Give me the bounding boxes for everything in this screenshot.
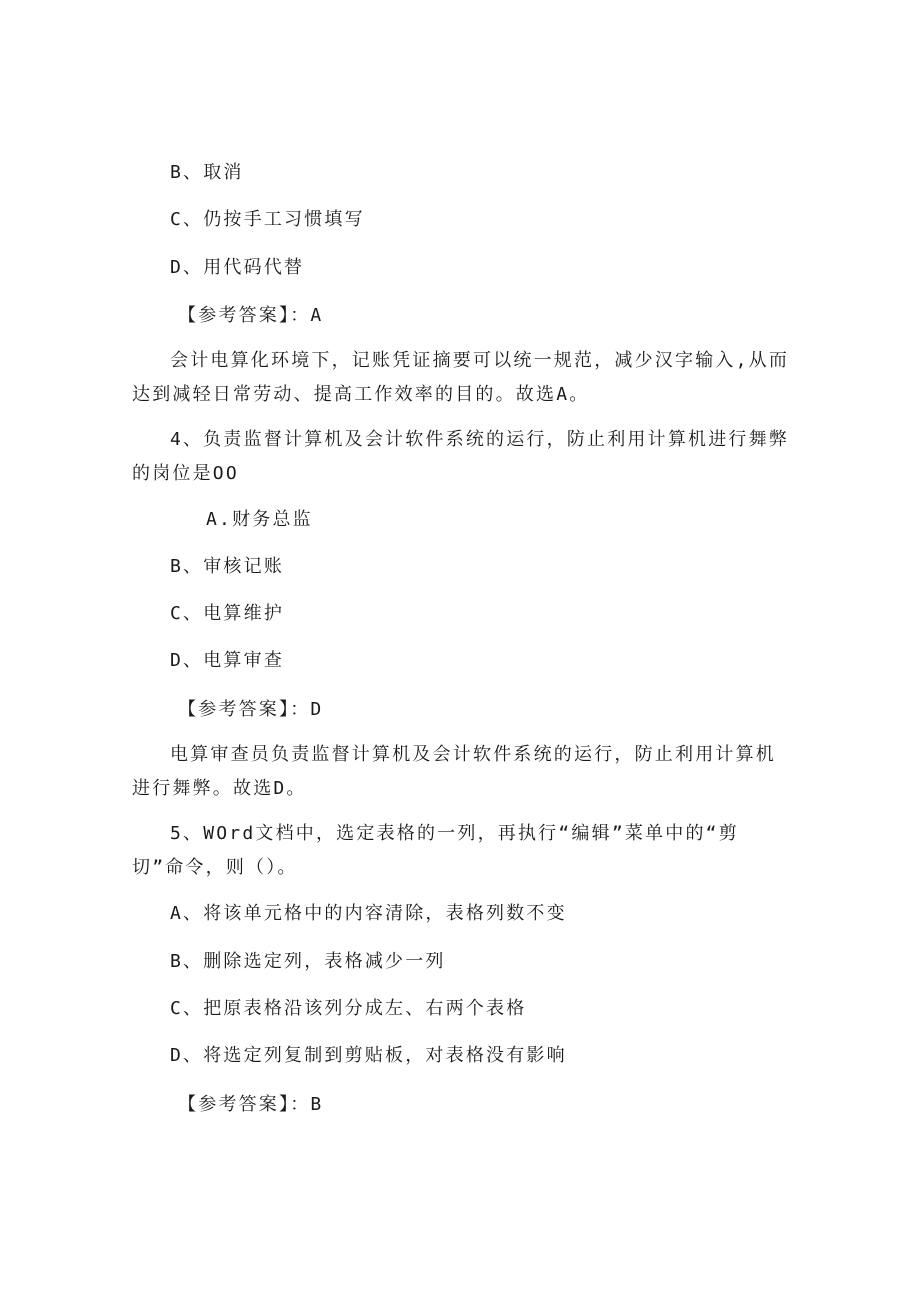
q4-option-b: B、审核记账	[170, 556, 285, 577]
q4-question: 4、负责监督计算机及会计软件系统的运行，防止利用计算机进行舞弊的岗位是OO	[132, 429, 790, 484]
q4-option-a: A.财务总监	[206, 509, 313, 530]
q5-question: 5、WOrd文档中，选定表格的一列，再执行“编辑”菜单中的“剪切”命令，则（）。	[132, 823, 739, 878]
q4-option-d: D、电算审查	[170, 650, 285, 671]
q3-option-d: D、用代码代替	[170, 257, 305, 278]
q3-answer: 【参考答案】：A	[178, 305, 324, 326]
q3-option-b: B、取消	[170, 162, 244, 183]
q3-explanation: 会计电算化环境下，记账凭证摘要可以统一规范，减少汉字输入,从而达到减轻日常劳动、提高工作效率的目的。故选A。	[132, 350, 790, 405]
q4-explanation: 电算审查员负责监督计算机及会计软件系统的运行，防止利用计算机进行舞弊。故选D。	[132, 744, 776, 799]
q4-option-c: C、电算维护	[170, 603, 285, 624]
q5-option-b: B、删除选定列，表格减少一列	[170, 951, 446, 972]
q3-option-c: C、仍按手工习惯填写	[170, 209, 365, 230]
q4-answer: 【参考答案】：D	[178, 699, 324, 720]
q5-option-c: C、把原表格沿该列分成左、右两个表格	[170, 998, 527, 1019]
q5-option-a: A、将该单元格中的内容清除，表格列数不变	[170, 903, 567, 924]
q5-answer: 【参考答案】：B	[178, 1094, 324, 1115]
q5-option-d: D、将选定列复制到剪贴板，对表格没有影响	[170, 1045, 567, 1066]
